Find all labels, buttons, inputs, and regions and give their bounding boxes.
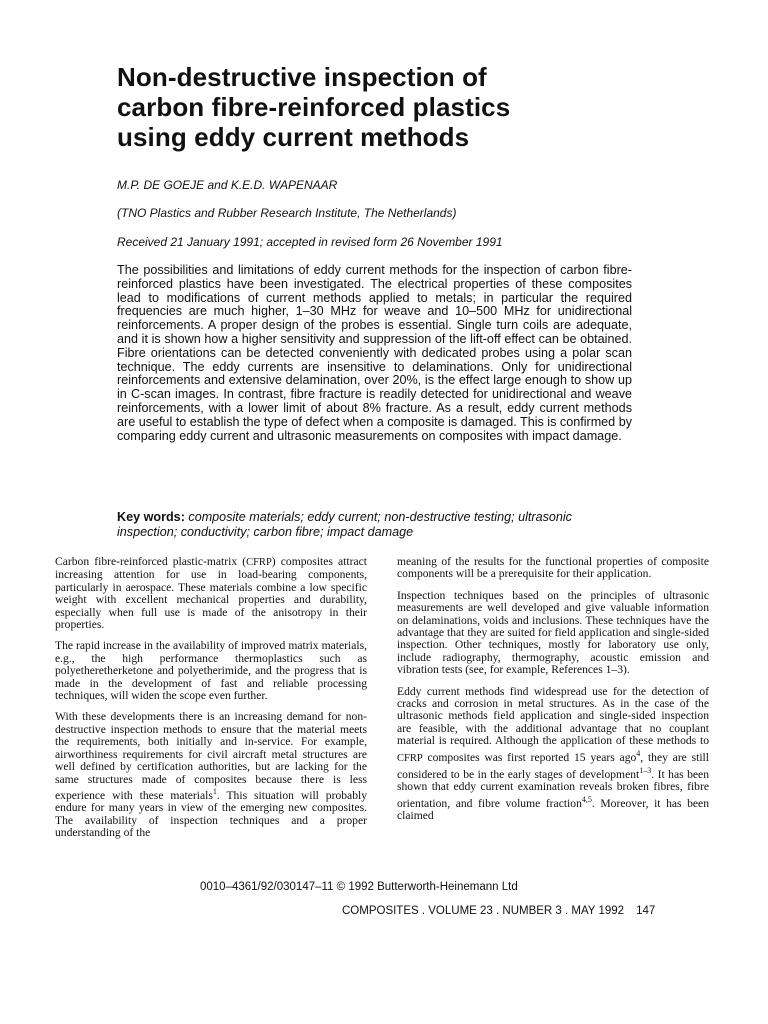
- paragraph: The rapid increase in the availability of improved matrix materials, e.g., the high performance thermoplastics such as polyetheretherketone and polyetherimide, and the progress that is made in the development of fast and reliable processing techniques, will widen the scope even further.: [55, 639, 367, 703]
- article-title: [117, 62, 637, 152]
- received-dates: Received 21 January 1991; accepted in revised form 26 November 1991: [117, 235, 503, 249]
- page-number: 147: [636, 905, 656, 917]
- paragraph: Eddy current methods find widespread use for the detection of cracks and corrosion in metal structures. As in the case of the ultrasonic methods field application and single-sided inspection are feasible, with the additional advantage that no couplant material is required. Although the application of these methods to CFRP composites was first reported 15 years ago$^4$, they are still considered to be in the early stages of development$^{1-3}$. It has been shown that eddy current examination reveals broken fibres, fibre orientation, and fibre volume fraction$^{4,5}$. Moreover, it has been claimed: [397, 684, 709, 822]
- reference-mark: 1–3: [639, 765, 652, 775]
- paragraph: Carbon fibre-reinforced plastic-matrix (CFRP) composites attract increasing attention for use in load-bearing components, particularly in aerospace. These materials combine a low specific weight with excellent mechanical properties and durability, especially when full use is made of the anisotropy in their properties.: [55, 555, 367, 632]
- paragraph: meaning of the results for the functional properties of composite components will be a prerequisite for their application.: [397, 555, 709, 581]
- body-column-right: [397, 556, 709, 831]
- copyright-line: 0010–4361/92/030147–11 © 1992 Butterworth-Heinemann Ltd: [200, 881, 518, 893]
- body-column-left: [55, 556, 367, 848]
- abbreviation: CFRP: [246, 557, 272, 568]
- keywords: [117, 510, 632, 540]
- affiliation: (TNO Plastics and Rubber Research Institute, The Netherlands): [117, 206, 457, 220]
- keywords-label: Key words:: [117, 510, 185, 524]
- keywords-list: composite materials; eddy current; non-destructive testing; ultrasonic inspection; conductivity; carbon fibre; impact damage: [117, 510, 572, 539]
- title-line: using eddy current methods: [117, 122, 470, 152]
- reference-mark: 1: [212, 786, 217, 796]
- abstract: The possibilities and limitations of eddy current methods for the inspection of carbon fibre-reinforced plastics have been investigated. The electrical properties of these composites lead to modifications of current methods applied to metals; in particular the required frequencies are much higher, 1–30 MHz for weave and 10–500 MHz for unidirectional reinforcements. A proper design of the probes is essential. Single turn coils are adequate, and it is shown how a higher sensitivity and suppression of the lift-off effect can be obtained. Fibre orientations can be detected conveniently with dedicated probes using a polar scan technique. The eddy currents are insensitive to delaminations. Only for unidirectional reinforcements and extensive delamination, over 20%, is the effect large enough to show up in C-scan images. In contrast, fibre fracture is readily detected for unidirectional and weave reinforcements, with a lower limit of about 8% fracture. As a result, eddy current methods are useful to establish the type of defect when a composite is damaged. This is confirmed by comparing eddy current and ultrasonic measurements on composites with impact damage.: [117, 263, 632, 443]
- journal-footer: [342, 905, 655, 917]
- abbreviation: CFRP: [397, 752, 423, 764]
- journal-info: COMPOSITES . VOLUME 23 . NUMBER 3 . MAY 1992: [342, 905, 625, 917]
- reference-mark: 4: [636, 748, 641, 758]
- authors: M.P. DE GOEJE and K.E.D. WAPENAAR: [117, 178, 338, 192]
- paragraph: With these developments there is an increasing demand for non-destructive inspection methods to ensure that the material meets the requirements, both initially and in-service. For example, airworthiness requirements for civil aircraft metal structures are well defined by certification authorities, but are lacking for the same structures made of composites because there is less experience with these materials$^1$. This situation will probably endure for many years in view of the emerging new composites. The availability of inspection techniques and a proper understanding of the: [55, 710, 368, 839]
- title-line: carbon fibre-reinforced plastics: [117, 92, 511, 122]
- reference-mark: 4,5: [581, 794, 592, 804]
- title-line: Non-destructive inspection of: [117, 62, 487, 92]
- paragraph: Inspection techniques based on the principles of ultrasonic measurements are well developed and give valuable information on delaminations, voids and inclusions. These techniques have the advantage that they are suited for field application and single-sided inspection. Other techniques, mostly for laboratory use only, include radiography, thermography, acoustic emission and vibration tests (see, for example, References 1–3).: [397, 588, 709, 677]
